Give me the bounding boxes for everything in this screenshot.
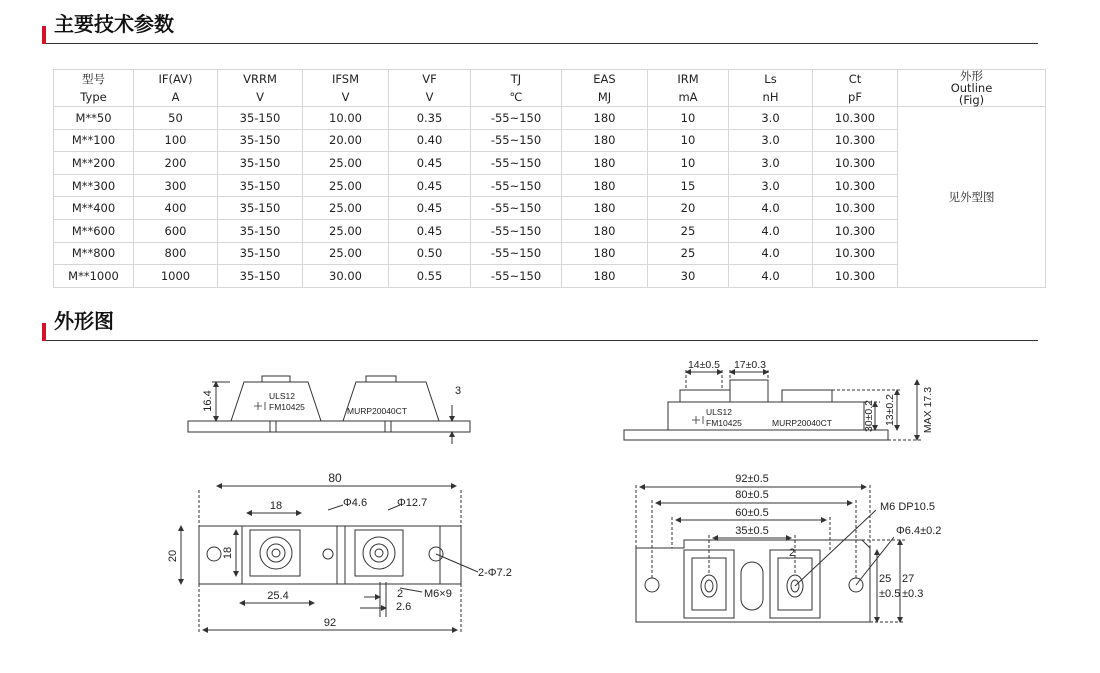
- table-cell: 300: [134, 174, 218, 197]
- table-cell: M**800: [54, 242, 134, 265]
- dim-length: 80: [328, 471, 342, 485]
- table-cell: 25.00: [303, 174, 389, 197]
- module-body: [199, 526, 461, 584]
- marking-part-number: MURP20040CT: [347, 406, 407, 416]
- column-unit: V: [389, 88, 471, 107]
- dim-tol1: ±0.5: [879, 588, 901, 600]
- table-cell: 10.00: [303, 107, 389, 130]
- table-header-row-1: [54, 70, 1046, 89]
- column-unit: mA: [648, 88, 729, 107]
- table-cell: M**1000: [54, 265, 134, 288]
- table-cell: -55~150: [471, 152, 562, 175]
- table-cell: 4.0: [729, 197, 813, 220]
- column-header: EAS: [562, 70, 648, 89]
- outline-header-line1: 外形: [960, 69, 983, 83]
- column-header: Ls: [729, 70, 813, 89]
- dim-hmax: MAX 17.3: [922, 386, 934, 434]
- table-cell: 35-150: [218, 265, 303, 288]
- dim-pitch: 25.4: [267, 590, 289, 602]
- dim-gap: 2: [397, 588, 404, 600]
- outline-section-header: [42, 300, 1038, 341]
- table-cell: 10.300: [813, 242, 898, 265]
- table-cell: 10.300: [813, 107, 898, 130]
- dim-height: 16.4: [202, 390, 214, 412]
- table-cell: M**300: [54, 174, 134, 197]
- column-unit: V: [218, 88, 303, 107]
- table-cell: M**400: [54, 197, 134, 220]
- table-row: [54, 129, 1046, 152]
- column-unit: Type: [54, 88, 134, 107]
- dim-hole-right: Φ6.4±0.2: [896, 525, 942, 537]
- dim-terminal-height: 18: [222, 546, 234, 560]
- table-cell: 35-150: [218, 174, 303, 197]
- table-cell: 400: [134, 197, 218, 220]
- terminal-ring-right: [363, 537, 395, 569]
- table-cell: 0.35: [389, 107, 471, 130]
- table-cell: -55~150: [471, 107, 562, 130]
- table-cell: 180: [562, 152, 648, 175]
- table-cell: -55~150: [471, 197, 562, 220]
- mount-hole-right-left: [645, 578, 659, 592]
- table-cell: 180: [562, 197, 648, 220]
- table-cell: 1000: [134, 265, 218, 288]
- center-hole: [323, 549, 333, 559]
- table-cell: 180: [562, 265, 648, 288]
- table-cell: 4.0: [729, 219, 813, 242]
- table-cell: 10.300: [813, 174, 898, 197]
- table-cell: 10.300: [813, 265, 898, 288]
- column-unit: A: [134, 88, 218, 107]
- table-cell: 0.45: [389, 197, 471, 220]
- marking-uls12-right: ULS12: [706, 407, 732, 417]
- marking-fm10425: FM10425: [269, 402, 305, 412]
- diode-symbol: [254, 402, 265, 410]
- terminal-cap-right: [366, 376, 396, 382]
- table-cell: 50: [134, 107, 218, 130]
- table-cell: 15: [648, 174, 729, 197]
- dim-terminal-width: 18: [269, 500, 283, 512]
- table-cell: -55~150: [471, 219, 562, 242]
- dim-d2: 80±0.5: [735, 489, 769, 501]
- column-unit: V: [303, 88, 389, 107]
- table-row: [54, 107, 1046, 130]
- table-row: [54, 265, 1046, 288]
- table-cell: 0.40: [389, 129, 471, 152]
- marking-uls12: ULS12: [269, 391, 295, 401]
- dim-d1: 92±0.5: [735, 473, 769, 485]
- section-accent-bar: [42, 323, 46, 341]
- table-cell: 0.50: [389, 242, 471, 265]
- column-header: IRM: [648, 70, 729, 89]
- outline-header-line2: Outline: [950, 81, 993, 95]
- table-cell: -55~150: [471, 265, 562, 288]
- dim-h1: 30±0.2: [863, 399, 875, 433]
- table-cell: 180: [562, 107, 648, 130]
- table-header-row-2: [54, 88, 1046, 107]
- table-cell: -55~150: [471, 174, 562, 197]
- table-cell: 30.00: [303, 265, 389, 288]
- table-row: [54, 152, 1046, 175]
- table-cell: 25.00: [303, 152, 389, 175]
- column-header: VF: [389, 70, 471, 89]
- outline-note-cell: 见外型图: [898, 107, 1046, 288]
- table-cell: 100: [134, 129, 218, 152]
- terminal-cap-left: [262, 376, 290, 382]
- table-row: [54, 242, 1046, 265]
- column-unit: ℃: [471, 88, 562, 107]
- dim-thickness: 3: [455, 385, 462, 397]
- table-cell: 3.0: [729, 174, 813, 197]
- column-header: TJ: [471, 70, 562, 89]
- table-cell: 10.300: [813, 219, 898, 242]
- table-cell: 180: [562, 242, 648, 265]
- column-header: Ct: [813, 70, 898, 89]
- table-cell: 200: [134, 152, 218, 175]
- dim-w2: 17±0.3: [733, 359, 767, 371]
- dim-overall: 92: [323, 617, 337, 629]
- table-cell: 30: [648, 265, 729, 288]
- table-cell: 25: [648, 242, 729, 265]
- table-body: [54, 107, 1046, 288]
- table-cell: 0.45: [389, 152, 471, 175]
- table-cell: 25: [648, 219, 729, 242]
- spec-table: [53, 69, 1046, 288]
- column-header: IFSM: [303, 70, 389, 89]
- dim-height2: 27: [902, 573, 915, 585]
- table-cell: 0.45: [389, 219, 471, 242]
- specs-section-title: 主要技术参数: [54, 12, 174, 36]
- column-unit: nH: [729, 88, 813, 107]
- table-cell: 600: [134, 219, 218, 242]
- table-cell: 35-150: [218, 219, 303, 242]
- section-accent-bar: [42, 26, 46, 44]
- right-top-view: [636, 485, 905, 622]
- base-plate: [188, 421, 470, 432]
- table-cell: 180: [562, 174, 648, 197]
- table-cell: 4.0: [729, 242, 813, 265]
- table-cell: -55~150: [471, 129, 562, 152]
- table-cell: 35-150: [218, 152, 303, 175]
- table-cell: 35-150: [218, 129, 303, 152]
- table-row: [54, 174, 1046, 197]
- table-cell: 25.00: [303, 219, 389, 242]
- table-cell: -55~150: [471, 242, 562, 265]
- dim-pin: 2: [789, 547, 796, 559]
- table-cell: 10.300: [813, 129, 898, 152]
- table-cell: 25.00: [303, 197, 389, 220]
- table-cell: 0.55: [389, 265, 471, 288]
- column-header: VRRM: [218, 70, 303, 89]
- table-cell: 20: [648, 197, 729, 220]
- center-slot: [741, 562, 763, 610]
- column-unit: MJ: [562, 88, 648, 107]
- table-cell: 180: [562, 219, 648, 242]
- table-cell: M**200: [54, 152, 134, 175]
- table-cell: 35-150: [218, 107, 303, 130]
- table-cell: 180: [562, 129, 648, 152]
- dim-tol2: ±0.3: [902, 588, 924, 600]
- table-cell: 10.300: [813, 197, 898, 220]
- column-header: IF(AV): [134, 70, 218, 89]
- table-cell: M**50: [54, 107, 134, 130]
- table-cell: M**100: [54, 129, 134, 152]
- dim-d3: 60±0.5: [735, 507, 769, 519]
- table-cell: 3.0: [729, 107, 813, 130]
- column-unit: pF: [813, 88, 898, 107]
- table-cell: 4.0: [729, 265, 813, 288]
- dim-h2: 13±0.2: [884, 393, 896, 427]
- table-cell: 0.45: [389, 174, 471, 197]
- dim-thread: M6×9: [424, 588, 452, 600]
- table-cell: 800: [134, 242, 218, 265]
- table-cell: 10: [648, 107, 729, 130]
- table-cell: 10.300: [813, 152, 898, 175]
- table-cell: 35-150: [218, 242, 303, 265]
- table-cell: M**600: [54, 219, 134, 242]
- table-cell: 25.00: [303, 242, 389, 265]
- left-side-view: [188, 376, 470, 444]
- dim-w1: 14±0.5: [687, 359, 721, 371]
- outline-drawings: [0, 340, 1100, 673]
- table-cell: 20.00: [303, 129, 389, 152]
- dim-width: 20: [167, 549, 179, 563]
- dim-d4: 35±0.5: [735, 525, 769, 537]
- dim-height1: 25: [879, 573, 892, 585]
- table-cell: 35-150: [218, 197, 303, 220]
- housing-right: [668, 402, 864, 430]
- marking-fm10425-right: FM10425: [706, 418, 742, 428]
- dim-thread-right: M6 DP10.5: [880, 501, 936, 513]
- table-row: [54, 219, 1046, 242]
- column-header: 型号: [54, 70, 134, 89]
- outline-section-title: 外形图: [54, 309, 114, 333]
- right-side-view: [624, 370, 922, 440]
- outline-header: [898, 70, 1046, 107]
- terminal-ring-left: [260, 537, 292, 569]
- base-plate-right: [624, 430, 888, 440]
- table-cell: 10: [648, 152, 729, 175]
- table-cell: 3.0: [729, 152, 813, 175]
- table-cell: 3.0: [729, 129, 813, 152]
- dim-offset: 2.6: [396, 601, 412, 613]
- dim-hole-small: Φ4.6: [343, 497, 368, 509]
- specs-section-header: [42, 0, 1038, 44]
- dim-mount-holes: 2-Φ7.2: [478, 567, 512, 579]
- outline-header-line3: (Fig): [958, 93, 985, 107]
- marking-part-number-right: MURP20040CT: [772, 418, 832, 428]
- mount-hole-left: [207, 547, 221, 561]
- table-cell: 10: [648, 129, 729, 152]
- dim-hole-large: Φ12.7: [397, 497, 428, 509]
- table-row: [54, 197, 1046, 220]
